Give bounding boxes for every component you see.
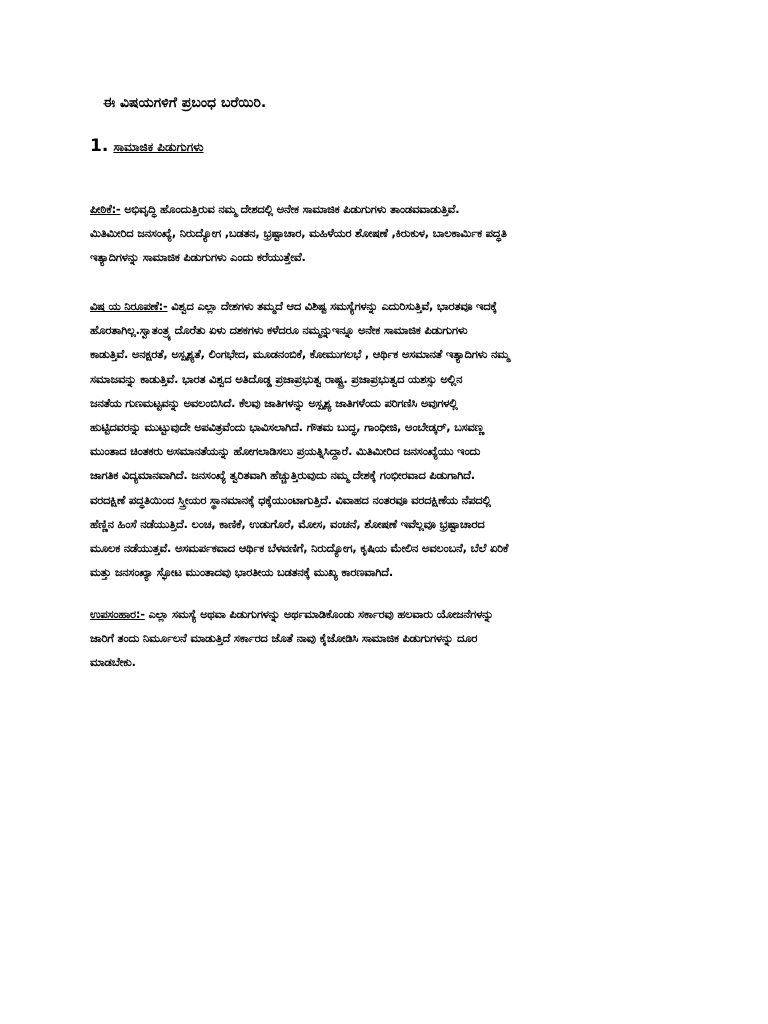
body-line: ಮತ್ತು ಜನಸಂಖ್ಯಾ ಸ್ಫೋಟ ಮುಂತಾದವು ಭಾರತೀಯ ಬಡತನಕ್ಕೆ ಮುಖ್ಯ ಕಾರಣವಾಗಿದೆ. (90, 565, 393, 580)
conclusion-line: ಮಾಡಬೇಕು. (90, 655, 136, 670)
body-line: ಮುಂತಾದ ಚಿಂತಕರು ಅಸಮಾನತೆಯನ್ನು ಹೋಗಲಾಡಿಸಲು ಪ್ರಯತ್ನಿಸಿದ್ದಾರೆ. ಮಿತಿಮೀರಿದ ಜನಸಂಖ್ಯೆಯು ಇಂದು (90, 444, 481, 459)
heading-number: 1. (90, 136, 109, 156)
body-section (90, 294, 670, 584)
intro-line-text: ಅಭಿವೃದ್ಧಿ ಹೊಂದುತ್ತಿರುವ ನಮ್ಮ ದೇಶದಲ್ಲಿ ಅನೇಕ ಸಾಮಾಜಿಕ ಪಿಡುಗುಗಳು ತಾಂಡವವಾಡುತ್ತಿವೆ. (120, 202, 460, 216)
body-line: ಮೂಲಕ ನಡೆಯುತ್ತವೆ. ಅಸಮರ್ಪಕವಾದ ಆರ್ಥಿಕ ಬೆಳವಣಿಗೆ, ನಿರುದ್ಯೋಗ, ಕೃಷಿಯ ಮೇಲಿನ ಅವಲಂಬನೆ, ಬೆಲೆ ಏರಿಕೆ (90, 540, 509, 555)
body-line-text: ವಿಶ್ವದ ಎಲ್ಲಾ ದೇಶಗಳು ತಮ್ಮದೆ ಆದ ವಿಶಿಷ್ಟ ಸಮಸ್ಯೆಗಳನ್ನು ಎದುರಿಸುತ್ತಿವೆ, ಭಾರತವೂ ಇದಕ್ಕೆ (167, 299, 497, 313)
body-line: ಜನತೆಯ ಗುಣಮಟ್ಟವನ್ನು ಅವಲಂಬಿಸಿದೆ. ಕೆಲವು ಜಾತಿಗಳನ್ನು ಅಸ್ಪೃಶ್ಯ ಜಾತಿಗಳೆಂದು ಪರಿಗಣಿಸಿ ಅವುಗಳಲ್ಲಿ (90, 395, 458, 410)
body-line: ಸಮಾಜವನ್ನು ಕಾಡುತ್ತಿವೆ. ಭಾರತ ವಿಶ್ವದ ಅತಿದೊಡ್ಡ ಪ್ರಜಾಪ್ರಭುತ್ವ ರಾಷ್ಟ್ರ. ಪ್ರಜಾಪ್ರಭುತ್ವದ ಯಶಸ್ಸು ಅಲ್ಲಿನ (90, 371, 463, 386)
conclusion-line (90, 602, 670, 626)
essay-heading (90, 136, 204, 156)
instruction-text: ಈ ವಿಷಯಗಳಿಗೆ ಪ್ರಬಂಧ ಬರೆಯಿರಿ. (103, 95, 267, 111)
intro-section (90, 197, 670, 270)
body-line: ಹುಟ್ಟಿದವರನ್ನು ಮುಟ್ಟುವುದೇ ಅಪವಿತ್ರವೆಂದು ಭಾವಿಸಲಾಗಿದೆ. ಗೌತಮ ಬುದ್ಧ, ಗಾಂಧೀಜಿ, ಅಂಬೇಡ್ಕರ್, ಬಸವಣ್ಣ (90, 419, 485, 434)
conclusion-section (90, 602, 670, 675)
intro-label: ಪೀಠಿಕೆ:- (90, 202, 121, 216)
conclusion-line-text: ಎಲ್ಲಾ ಸಮಸ್ಯೆ ಅಥವಾ ಪಿಡುಗುಗಳನ್ನು ಅರ್ಥಮಾಡಿಕೊಂಡು ಸರ್ಕಾರವು ಹಲವಾರು ಯೋಜನೆಗಳನ್ನು (144, 607, 494, 621)
heading-title: ಸಾಮಾಜಿಕ ಪಿಡುಗುಗಳು (113, 140, 204, 154)
body-line: ವರದಕ್ಷಿಣೆ ಪದ್ಧತಿಯಿಂದ ಸ್ತ್ರೀಯರ ಸ್ಥಾನಮಾನಕ್ಕೆ ಧಕ್ಕೆಯುಂಟಾಗುತ್ತಿದೆ. ವಿವಾಹದ ನಂತರವೂ ವರದಕ್ಷಿಣೆಯ ನೆಪದಲ್ಲಿ (90, 492, 491, 507)
body-label: ವಿಷ ಯ ನಿರೂಪಣೆ:- (90, 299, 168, 313)
intro-line: ಇತ್ಯಾದಿಗಳನ್ನು ಸಾಮಾಜಿಕ ಪಿಡುಗುಗಳು ಎಂದು ಕರೆಯುತ್ತೇವೆ. (90, 250, 306, 265)
body-line: ಕಾಡುತ್ತಿವೆ. ಅನಕ್ಷರತೆ, ಅಸ್ಪೃಶ್ಯತೆ, ಲಿಂಗಭೇದ, ಮೂಡನಂಬಿಕೆ, ಕೋಮುಗಲಭೆ , ಆರ್ಥಿಕ ಅಸಮಾನತೆ ಇತ್ಯಾದಿಗಳು ನಮ್ಮ (90, 347, 510, 362)
intro-line (90, 197, 670, 221)
body-line (90, 294, 670, 318)
body-line: ಜಾಗತಿಕ ವಿದ್ಯಮಾನವಾಗಿದೆ. ಜನಸಂಖ್ಯೆ ತ್ವರಿತವಾಗಿ ಹೆಚ್ಚುತ್ತಿರುವುದು ನಮ್ಮ ದೇಶಕ್ಕೆ ಗಂಭೀರವಾದ ಪಿಡುಗಾಗಿದೆ. (90, 468, 475, 483)
intro-line: ಮಿತಿಮೀರಿದ ಜನಸಂಖ್ಯೆ, ನಿರುದ್ಯೋಗ ,ಬಡತನ, ಭ್ರಷ್ಟಾಚಾರ, ಮಹಿಳೆಯರ ಶೋಷಣೆ ,ಕಿರುಕುಳ, ಬಾಲಕಾರ್ಮಿಕ ಪದ್ಧತಿ (90, 226, 507, 241)
body-line: ಹೊರತಾಗಿಲ್ಲ.ಸ್ವಾತಂತ್ರ್ಯ ದೊರೆತು ಏಳು ದಶಕಗಳು ಕಳೆದರೂ ನಮ್ಮನ್ನುಇನ್ನೂ ಅನೇಕ ಸಾಮಾಜಿಕ ಪಿಡುಗುಗಳು (90, 323, 468, 338)
body-line: ಹೆಣ್ಣಿನ ಹಿಂಸೆ ನಡೆಯುತ್ತಿದೆ. ಲಂಚ, ಕಾಣಿಕೆ, ಉಡುಗೊರೆ, ಮೋಸ, ವಂಚನೆ, ಶೋಷಣೆ ಇವೆಲ್ಲವೂ ಭ್ರಷ್ಟಾಚಾರದ (90, 516, 485, 531)
conclusion-label: ಉಪಸಂಹಾರ:- (90, 607, 145, 621)
conclusion-line: ಜಾರಿಗೆ ತಂದು ನಿರ್ಮೂಲನೆ ಮಾಡುತ್ತಿದೆ ಸರ್ಕಾರದ ಜೊತೆ ನಾವು ಕೈಜೋಡಿಸಿ ಸಾಮಾಜಿಕ ಪಿಡುಗುಗಳನ್ನು ದೂರ (90, 631, 478, 646)
